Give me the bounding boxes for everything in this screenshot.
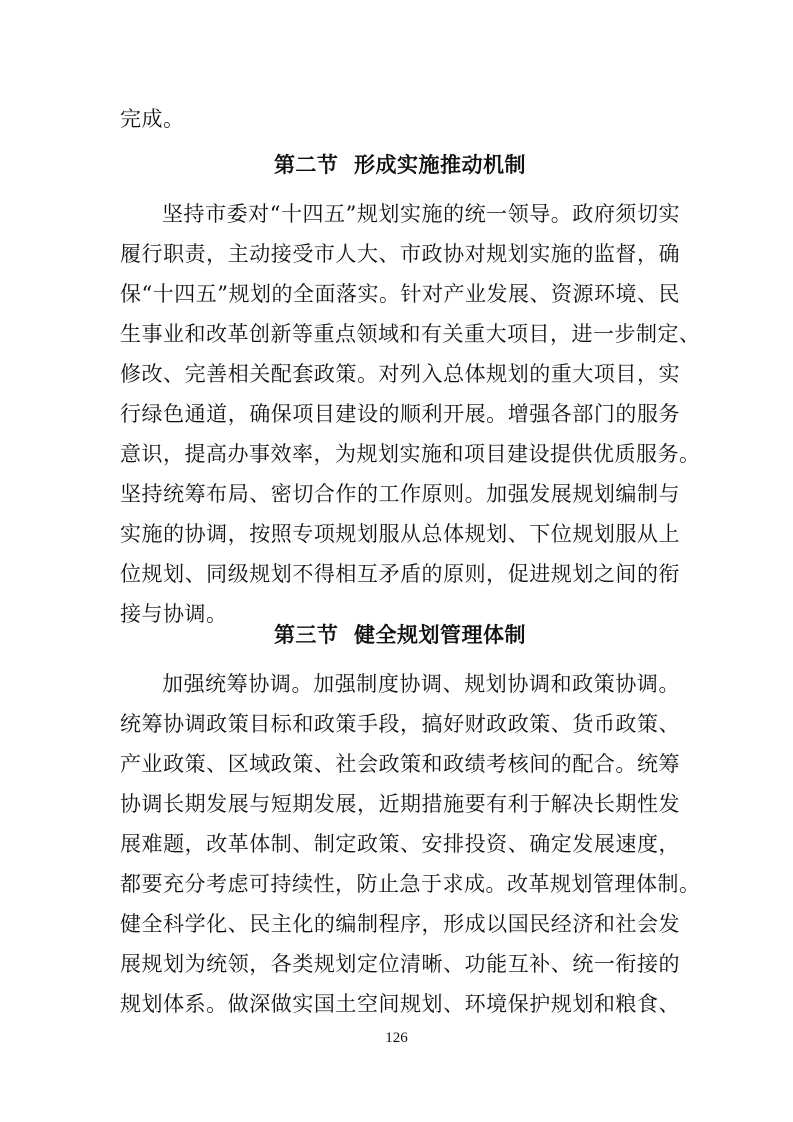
text-line: 保“十四五”规划的全面落实。针对产业发展、资源环境、民 [120, 282, 680, 306]
section-heading: 第三节 健全规划管理体制 [273, 623, 527, 647]
text-line: 都要充分考虑可持续性，防止急于求成。改革规划管理体制。 [120, 872, 701, 896]
section-heading: 第二节 形成实施推动机制 [273, 153, 527, 177]
paragraph-continuation: 完成。 [120, 107, 185, 131]
text-line: 履行职责，主动接受市人大、市政协对规划实施的监督，确 [120, 242, 680, 266]
text-line: 位规划、同级规划不得相互矛盾的原则，促进规划之间的衔 [120, 562, 680, 586]
text-line: 统筹协调政策目标和政策手段，搞好财政政策、货币政策、 [120, 712, 680, 736]
text-line: 展规划为统领，各类规划定位清晰、功能互补、统一衔接的 [120, 952, 680, 976]
text-line: 健全科学化、民主化的编制程序，形成以国民经济和社会发 [120, 912, 680, 936]
text-line: 接与协调。 [120, 602, 228, 626]
page-number: 126 [385, 1030, 408, 1046]
text-line: 生事业和改革创新等重点领域和有关重大项目，进一步制定、 [120, 322, 701, 346]
text-line: 协调长期发展与短期发展，近期措施要有利于解决长期性发 [120, 792, 680, 816]
text-line: 坚持统筹布局、密切合作的工作原则。加强发展规划编制与 [120, 482, 680, 506]
text-line: 意识，提高办事效率，为规划实施和项目建设提供优质服务。 [120, 442, 701, 466]
text-line: 加强统筹协调。加强制度协调、规划协调和政策协调。 [162, 672, 680, 696]
text-line: 展难题，改革体制、制定政策、安排投资、确定发展速度， [120, 832, 680, 856]
text-line: 产业政策、区域政策、社会政策和政绩考核间的配合。统筹 [120, 752, 680, 776]
text-line: 行绿色通道，确保项目建设的顺利开展。增强各部门的服务 [120, 402, 680, 426]
text-line: 实施的协调，按照专项规划服从总体规划、下位规划服从上 [120, 522, 680, 546]
text-line: 修改、完善相关配套政策。对列入总体规划的重大项目，实 [120, 362, 680, 386]
text-line: 规划体系。做深做实国土空间规划、环境保护规划和粮食、 [120, 992, 680, 1016]
text-line: 坚持市委对“十四五”规划实施的统一领导。政府须切实 [162, 202, 680, 226]
